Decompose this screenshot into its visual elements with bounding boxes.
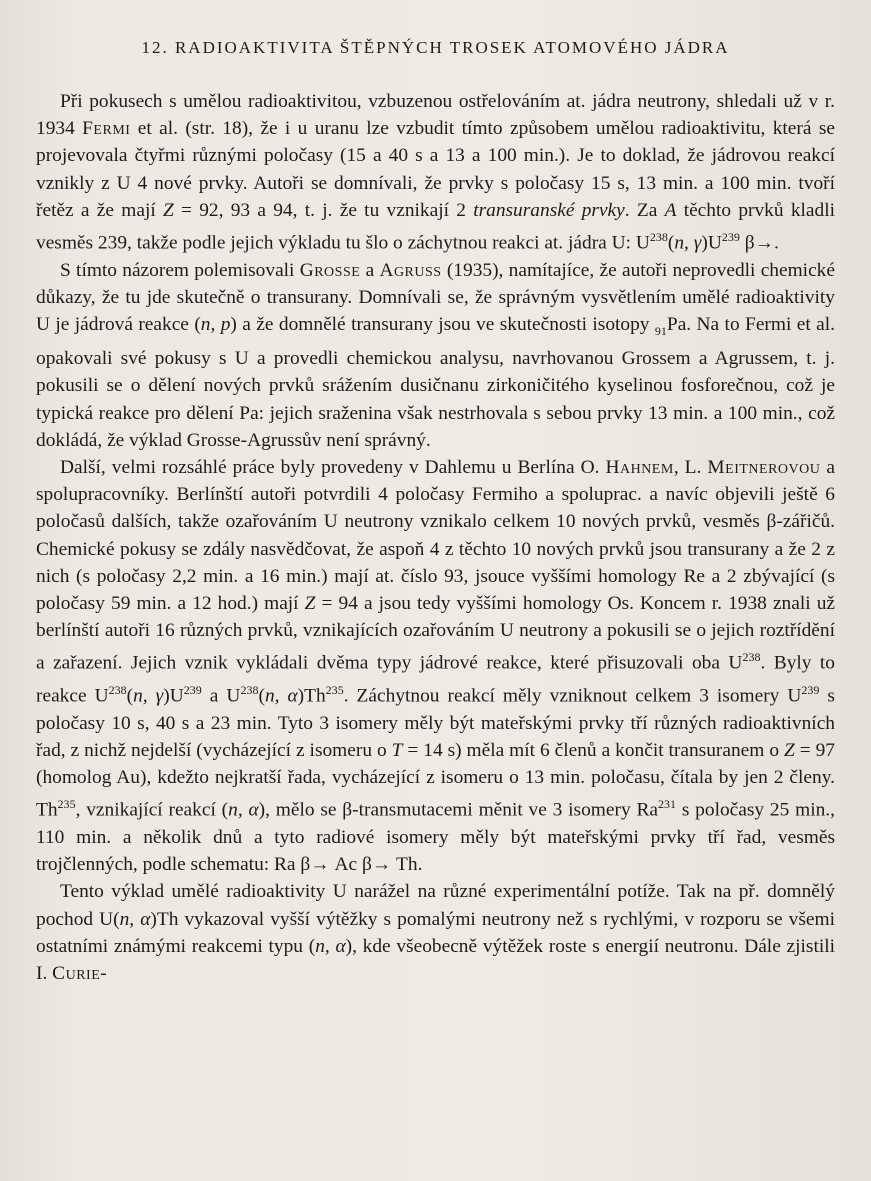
text-segment: n, γ bbox=[674, 232, 702, 254]
author-name: Agruss bbox=[379, 259, 442, 281]
subscript: 91 bbox=[654, 323, 667, 338]
author-name: Curie bbox=[52, 963, 101, 985]
text-segment: ) a že domnělé transurany jsou ve skutečnosti isotopy bbox=[230, 314, 655, 336]
text-segment: = 92, 93 a 94, t. j. že tu vznikají 2 bbox=[173, 199, 474, 221]
text-segment: et al. (str. 18), že i u uranu lze vzbudit tímto způsobem umělou radioaktivitu, která se projevovala čtyřmi různými poločasy (15 a 40 s a 13 a 100 min.). Je to doklad, že jádrovou reakcí vznikly z U 4 nové prvky. Autoři se domnívali, že prvky s poločasy 15 s, 13 min. a 100 min. tvoří řetěz a že mají bbox=[36, 118, 835, 221]
paragraph bbox=[36, 878, 835, 987]
superscript: 239 bbox=[801, 683, 820, 698]
text-segment: )Th bbox=[297, 685, 326, 707]
text-segment: = 94 a jsou tedy vyššími homology Os. Koncem r. 1938 znali už berlínští autoři 16 různých prvků, vznikajících ozařováním U neutrony a pokusili se o jejich roztřídění a zařazení. Jejich vznik vykládali dvěma typy jádrové reakce, které přisuzovali oba U bbox=[36, 593, 835, 674]
text-segment: Z bbox=[783, 739, 795, 761]
text-segment: Tento výklad umělé radioaktivity U narážel na různé experimentální potíže. Tak na př. domnělý pochod U( bbox=[36, 881, 835, 930]
text-segment: A bbox=[664, 199, 677, 221]
author-name: Meitnerovou bbox=[707, 456, 821, 478]
superscript: 235 bbox=[57, 797, 76, 812]
superscript: 238 bbox=[742, 650, 761, 665]
superscript: 239 bbox=[183, 683, 202, 698]
superscript: 238 bbox=[240, 683, 259, 698]
author-name: Hahnem bbox=[605, 456, 674, 478]
text-segment: )Th vykazoval vyšší výtěžky s pomalými neutrony než s rychlými, v rozporu se všemi ostatními známými reakcemi typu ( bbox=[36, 908, 835, 957]
text-segment: těchto prvků kladli vesměs 239, takže podle jejich výkladu tu šlo o záchytnou reakci at. jádra U: U bbox=[36, 199, 835, 254]
text-segment: , vznikající reakcí ( bbox=[75, 799, 229, 821]
text-segment: s poločasy 10 s, 40 s a 23 min. Tyto 3 isomery měly být mateřskými prvky tří různých radioaktivních řad, z nichž nejdelší (vycházející z isomeru o bbox=[36, 685, 835, 761]
text-segment: a bbox=[360, 259, 380, 281]
text-segment: Z bbox=[304, 593, 316, 614]
text-segment: )U bbox=[163, 685, 184, 707]
author-name: Fermi bbox=[82, 118, 131, 140]
text-segment: s poločasy 25 min., 110 min. a několik dnů a tyto radiové isomery měly být mateřskými prvky tří řad, vesměs trojčlenných, podle schematu: Ra β→ Ac β→ Th. bbox=[36, 799, 835, 876]
text-segment: T bbox=[391, 739, 403, 761]
text-segment: . Za bbox=[624, 199, 665, 221]
paragraph bbox=[36, 88, 835, 257]
text-segment: . Záchytnou reakcí měly vzniknout celkem 3 isomery U bbox=[343, 685, 802, 707]
text-segment: , L. bbox=[673, 456, 708, 478]
text-segment: n, α bbox=[119, 908, 151, 930]
text-segment: = 14 s) měla mít 6 členů a končit transuranem o bbox=[402, 739, 784, 761]
text-segment: Pa. Na to Fermi et al. opakovali své pokusy s U a provedli chemickou analysu, navrhovanou Grossem a Agrussem, t. j. pokusili se o dělení nových prvků srážením dusičnanu zirkoničitého kyselinou fosforečnou, což je typická reakce pro dělení Pa: jejich sraženina však nestrhovala s sebou prvky 13 min. a 100 min., což dokládá, že výklad Grosse-Agrussův není správný. bbox=[36, 314, 835, 451]
text-segment: . Byly to reakce U bbox=[36, 652, 835, 707]
text-segment: n, α bbox=[315, 935, 346, 957]
paragraph bbox=[36, 257, 835, 454]
running-head: 12. RADIOAKTIVITA ŠTĚPNÝCH TROSEK ATOMOVÉHO JÁDRA bbox=[141, 38, 730, 57]
text-segment: S tímto názorem polemisovali bbox=[60, 259, 300, 281]
text-segment: Při pokusech s umělou radioaktivitou, vzbuzenou ostřelováním at. jádra neutrony, shledali už v r. 1934 bbox=[36, 91, 835, 140]
text-segment: Další, velmi rozsáhlé práce byly provedeny v Dahlemu u Berlína O. bbox=[60, 456, 606, 478]
text-segment: a spolupracovníky. Berlínští autoři potvrdili 4 poločasy Fermiho a spoluprac. a navíc objevili ještě 6 poločasů dalších, takže ozařováním U neutrony vznikalo celkem 10 nových prvků, vesměs β-zářičů. Chemické pokusy se zdály nasvědčovat, že aspoň 4 z těchto 10 nových prvků jsou transurany a že 2 z nich (s poločasy 2,2 min. a 16 min.) mají at. číslo 93, jsouce vyššími homology Re a 2 zbývající (s poločasy 59 min. a 12 hod.) mají bbox=[36, 456, 835, 614]
superscript: 231 bbox=[657, 797, 677, 812]
text-segment: a U bbox=[201, 685, 241, 707]
superscript: 235 bbox=[325, 683, 344, 698]
author-name: Grosse bbox=[299, 259, 361, 281]
body-text bbox=[36, 88, 835, 987]
text-segment: = 97 (homolog Au), kdežto nejkratší řada, vycházející z isomeru o 13 min. poločasu, čítala by jen 2 členy. Th bbox=[36, 739, 835, 821]
text-segment: n, α bbox=[228, 799, 259, 821]
text-segment: β→. bbox=[739, 232, 779, 254]
text-segment: n, γ bbox=[133, 685, 164, 707]
text-segment: ), mělo se β-transmutacemi měnit ve 3 isomery Ra bbox=[258, 799, 658, 821]
text-segment: n, α bbox=[264, 685, 298, 707]
text-segment: ( bbox=[126, 685, 134, 707]
text-segment: Z bbox=[162, 199, 174, 221]
text-segment: ( bbox=[667, 232, 675, 254]
text-segment: (1935), namítajíce, že autoři neprovedli chemické důkazy, že tu jde skutečně o transurany. Domnívali se, že správným vysvětlením umělé radioaktivity U je jádrová reakce ( bbox=[36, 259, 835, 336]
text-segment: )U bbox=[701, 232, 722, 254]
text-segment: ( bbox=[258, 685, 265, 707]
text-segment: transuranské prvky bbox=[473, 199, 625, 221]
text-segment: - bbox=[100, 963, 107, 985]
text-segment: ), kde všeobecně výtěžek roste s energií neutronu. Dále zjistili I. bbox=[36, 935, 835, 985]
superscript: 238 bbox=[649, 230, 668, 245]
superscript: 238 bbox=[108, 683, 127, 698]
text-segment: n, p bbox=[200, 314, 231, 336]
superscript: 239 bbox=[721, 230, 740, 245]
paragraph bbox=[36, 454, 835, 878]
